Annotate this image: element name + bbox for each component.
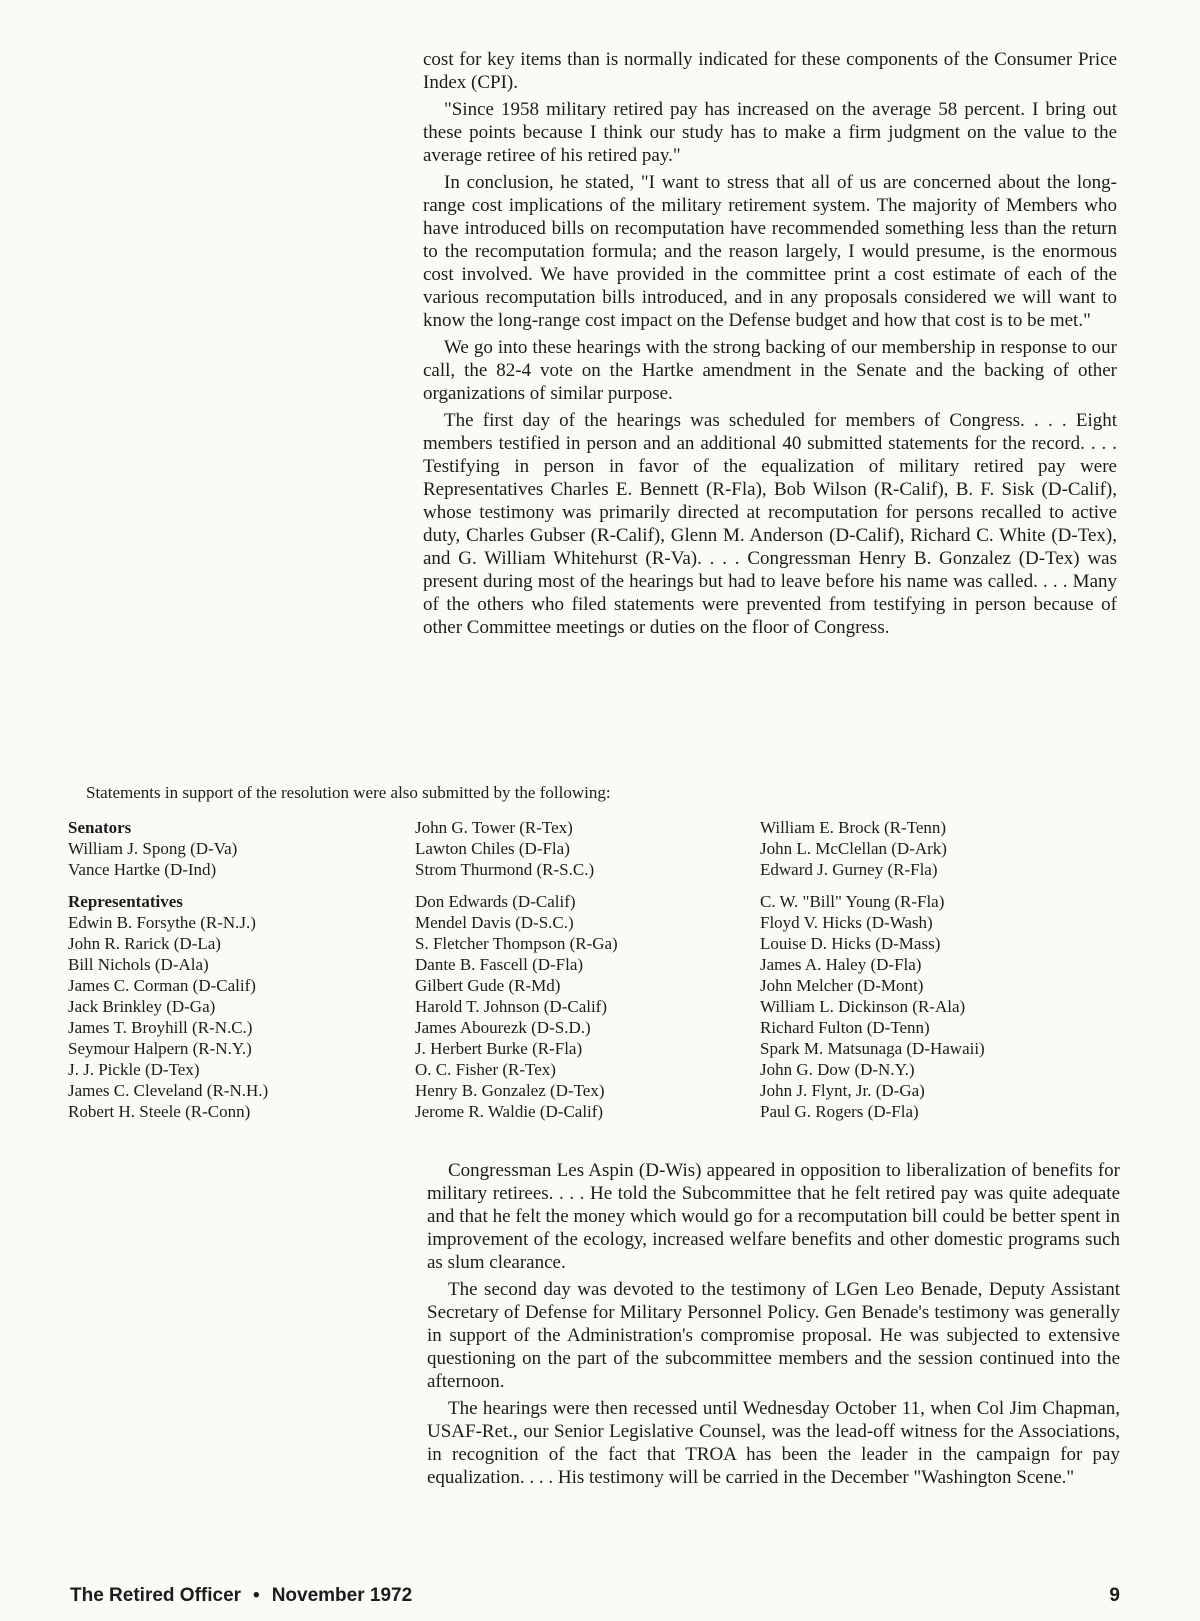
- list-item: Mendel Davis (D-S.C.): [415, 913, 574, 932]
- list-item: S. Fletcher Thompson (R-Ga): [415, 934, 618, 953]
- list-item: James T. Broyhill (R-N.C.): [68, 1018, 253, 1037]
- list-item: Jerome R. Waldie (D-Calif): [415, 1102, 604, 1121]
- list-item: Vance Hartke (D-Ind): [68, 860, 217, 879]
- issue-date: November 1972: [271, 1585, 413, 1606]
- representatives-group: [68, 891, 398, 1122]
- list-item: William L. Dickinson (R-Ala): [760, 997, 966, 1016]
- list-item: Harold T. Johnson (D-Calif): [415, 997, 608, 1016]
- list-item: William E. Brock (R-Tenn): [760, 818, 947, 837]
- list-item: Dante B. Fascell (D-Fla): [415, 955, 584, 974]
- article-paragraph: In conclusion, he stated, "I want to stress that all of us are concerned about the long-range cost implications of the military retirement system. The majority of Members who have introduced bills on recomputation have recommended something less than the return to the recomputation formula; and the reason largely, I would presume, is the enormous cost involved. We have provided in the committee print a cost estimate of each of the various recomputation bills introduced, and in any proposals considered we will want to know the long-range cost impact on the Defense budget and how that cost is to be met.": [423, 172, 1117, 331]
- supporters-column-3: [760, 817, 1090, 1133]
- list-item: Edward J. Gurney (R-Fla): [760, 860, 938, 879]
- page-number: 9: [1109, 1585, 1120, 1606]
- list-item: Seymour Halpern (R-N.Y.): [68, 1039, 252, 1058]
- list-item: O. C. Fisher (R-Tex): [415, 1060, 556, 1079]
- list-item: Jack Brinkley (D-Ga): [68, 997, 216, 1016]
- representatives-heading: Representatives: [68, 892, 183, 911]
- article-paragraph: The first day of the hearings was scheduled for members of Congress. . . . Eight members testified in person and an additional 40 submitted statements for the record. . . . Testifying in person in favor of the equalization of military retired pay were Representatives Charles E. Bennett (R-Fla), Bob Wilson (R-Calif), B. F. Sisk (D-Calif), whose testimony was primarily directed at recomputation for persons recalled to active duty, Charles Gubser (R-Calif), Glenn M. Anderson (D-Calif), Richard C. White (D-Tex), and G. William Whitehurst (R-Va). . . . Congressman Henry B. Gonzalez (D-Tex) was present during most of the hearings but had to leave before his name was called. . . . Many of the others who filed statements were prevented from testifying in person because of other Committee meetings or duties on the floor of Congress.: [423, 410, 1117, 638]
- list-item: John R. Rarick (D-La): [68, 934, 221, 953]
- list-item: John J. Flynt, Jr. (D-Ga): [760, 1081, 925, 1100]
- supporters-column-2: [415, 817, 745, 1133]
- list-item: James C. Corman (D-Calif): [68, 976, 256, 995]
- list-item: Spark M. Matsunaga (D-Hawaii): [760, 1039, 985, 1058]
- representatives-group: [760, 891, 1090, 1122]
- article-paragraph: cost for key items than is normally indicated for these components of the Consumer Price Index (CPI).: [423, 49, 1117, 93]
- representatives-group: [415, 891, 745, 1122]
- page-footer: [70, 1585, 1120, 1607]
- list-item: Bill Nichols (D-Ala): [68, 955, 209, 974]
- article-paragraph: The second day was devoted to the testimony of LGen Leo Benade, Deputy Assistant Secretary of Defense for Military Personnel Policy. Gen Benade's testimony was generally in support of the Administration's compromise proposal. He was subjected to extensive questioning on the part of the subcommittee members and the session continued into the afternoon.: [427, 1279, 1120, 1392]
- list-item: C. W. "Bill" Young (R-Fla): [760, 892, 945, 911]
- upper-article-column: [423, 48, 1117, 643]
- list-item: John L. McClellan (D-Ark): [760, 839, 947, 858]
- list-item: James A. Haley (D-Fla): [760, 955, 922, 974]
- list-item: Gilbert Gude (R-Md): [415, 976, 561, 995]
- supporters-intro: Statements in support of the resolution were also submitted by the following:: [86, 783, 611, 802]
- list-item: Henry B. Gonzalez (D-Tex): [415, 1081, 605, 1100]
- senators-group: [760, 817, 1090, 880]
- list-item: Floyd V. Hicks (D-Wash): [760, 913, 933, 932]
- article-paragraph: The hearings were then recessed until Wednesday October 11, when Col Jim Chapman, USAF-Ret., our Senior Legislative Counsel, was the lead-off witness for the Associations, in recognition of the fact that TROA has been the leader in the campaign for pay equalization. . . . His testimony will be carried in the December "Washington Scene.": [427, 1398, 1120, 1488]
- article-paragraph: We go into these hearings with the strong backing of our membership in response to our call, the 82-4 vote on the Hartke amendment in the Senate and the backing of other organizations of similar purpose.: [423, 337, 1117, 404]
- list-item: Richard Fulton (D-Tenn): [760, 1018, 930, 1037]
- list-item: J. J. Pickle (D-Tex): [68, 1060, 200, 1079]
- list-item: Strom Thurmond (R-S.C.): [415, 860, 595, 879]
- list-item: John G. Tower (R-Tex): [415, 818, 573, 837]
- list-item: Lawton Chiles (D-Fla): [415, 839, 570, 858]
- list-item: William J. Spong (D-Va): [68, 839, 238, 858]
- article-paragraph: Congressman Les Aspin (D-Wis) appeared in opposition to liberalization of benefits for military retirees. . . . He told the Subcommittee that he felt retired pay was quite adequate and that he felt the money which would go for a recomputation bill could be better spent in improvement of the ecology, increased welfare benefits and other domestic programs such as slum clearance.: [427, 1160, 1120, 1273]
- senators-heading: Senators: [68, 818, 132, 837]
- footer-bullet: •: [253, 1585, 260, 1606]
- list-item: Louise D. Hicks (D-Mass): [760, 934, 941, 953]
- list-item: Robert H. Steele (R-Conn): [68, 1102, 251, 1121]
- list-item: John G. Dow (D-N.Y.): [760, 1060, 915, 1079]
- senators-group: [68, 817, 398, 880]
- list-item: James Abourezk (D-S.D.): [415, 1018, 591, 1037]
- list-item: James C. Cleveland (R-N.H.): [68, 1081, 269, 1100]
- list-item: J. Herbert Burke (R-Fla): [415, 1039, 583, 1058]
- list-item: Paul G. Rogers (D-Fla): [760, 1102, 919, 1121]
- article-paragraph: "Since 1958 military retired pay has increased on the average 58 percent. I bring out these points because I think our study has to make a firm judgment on the value to the average retiree of his retired pay.": [423, 99, 1117, 166]
- list-item: Don Edwards (D-Calif): [415, 892, 576, 911]
- list-item: John Melcher (D-Mont): [760, 976, 924, 995]
- supporters-column-1: [68, 817, 398, 1133]
- publication-title: The Retired Officer: [70, 1585, 242, 1606]
- list-item: Edwin B. Forsythe (R-N.J.): [68, 913, 256, 932]
- lower-article-column: [427, 1159, 1120, 1493]
- senators-group: [415, 817, 745, 880]
